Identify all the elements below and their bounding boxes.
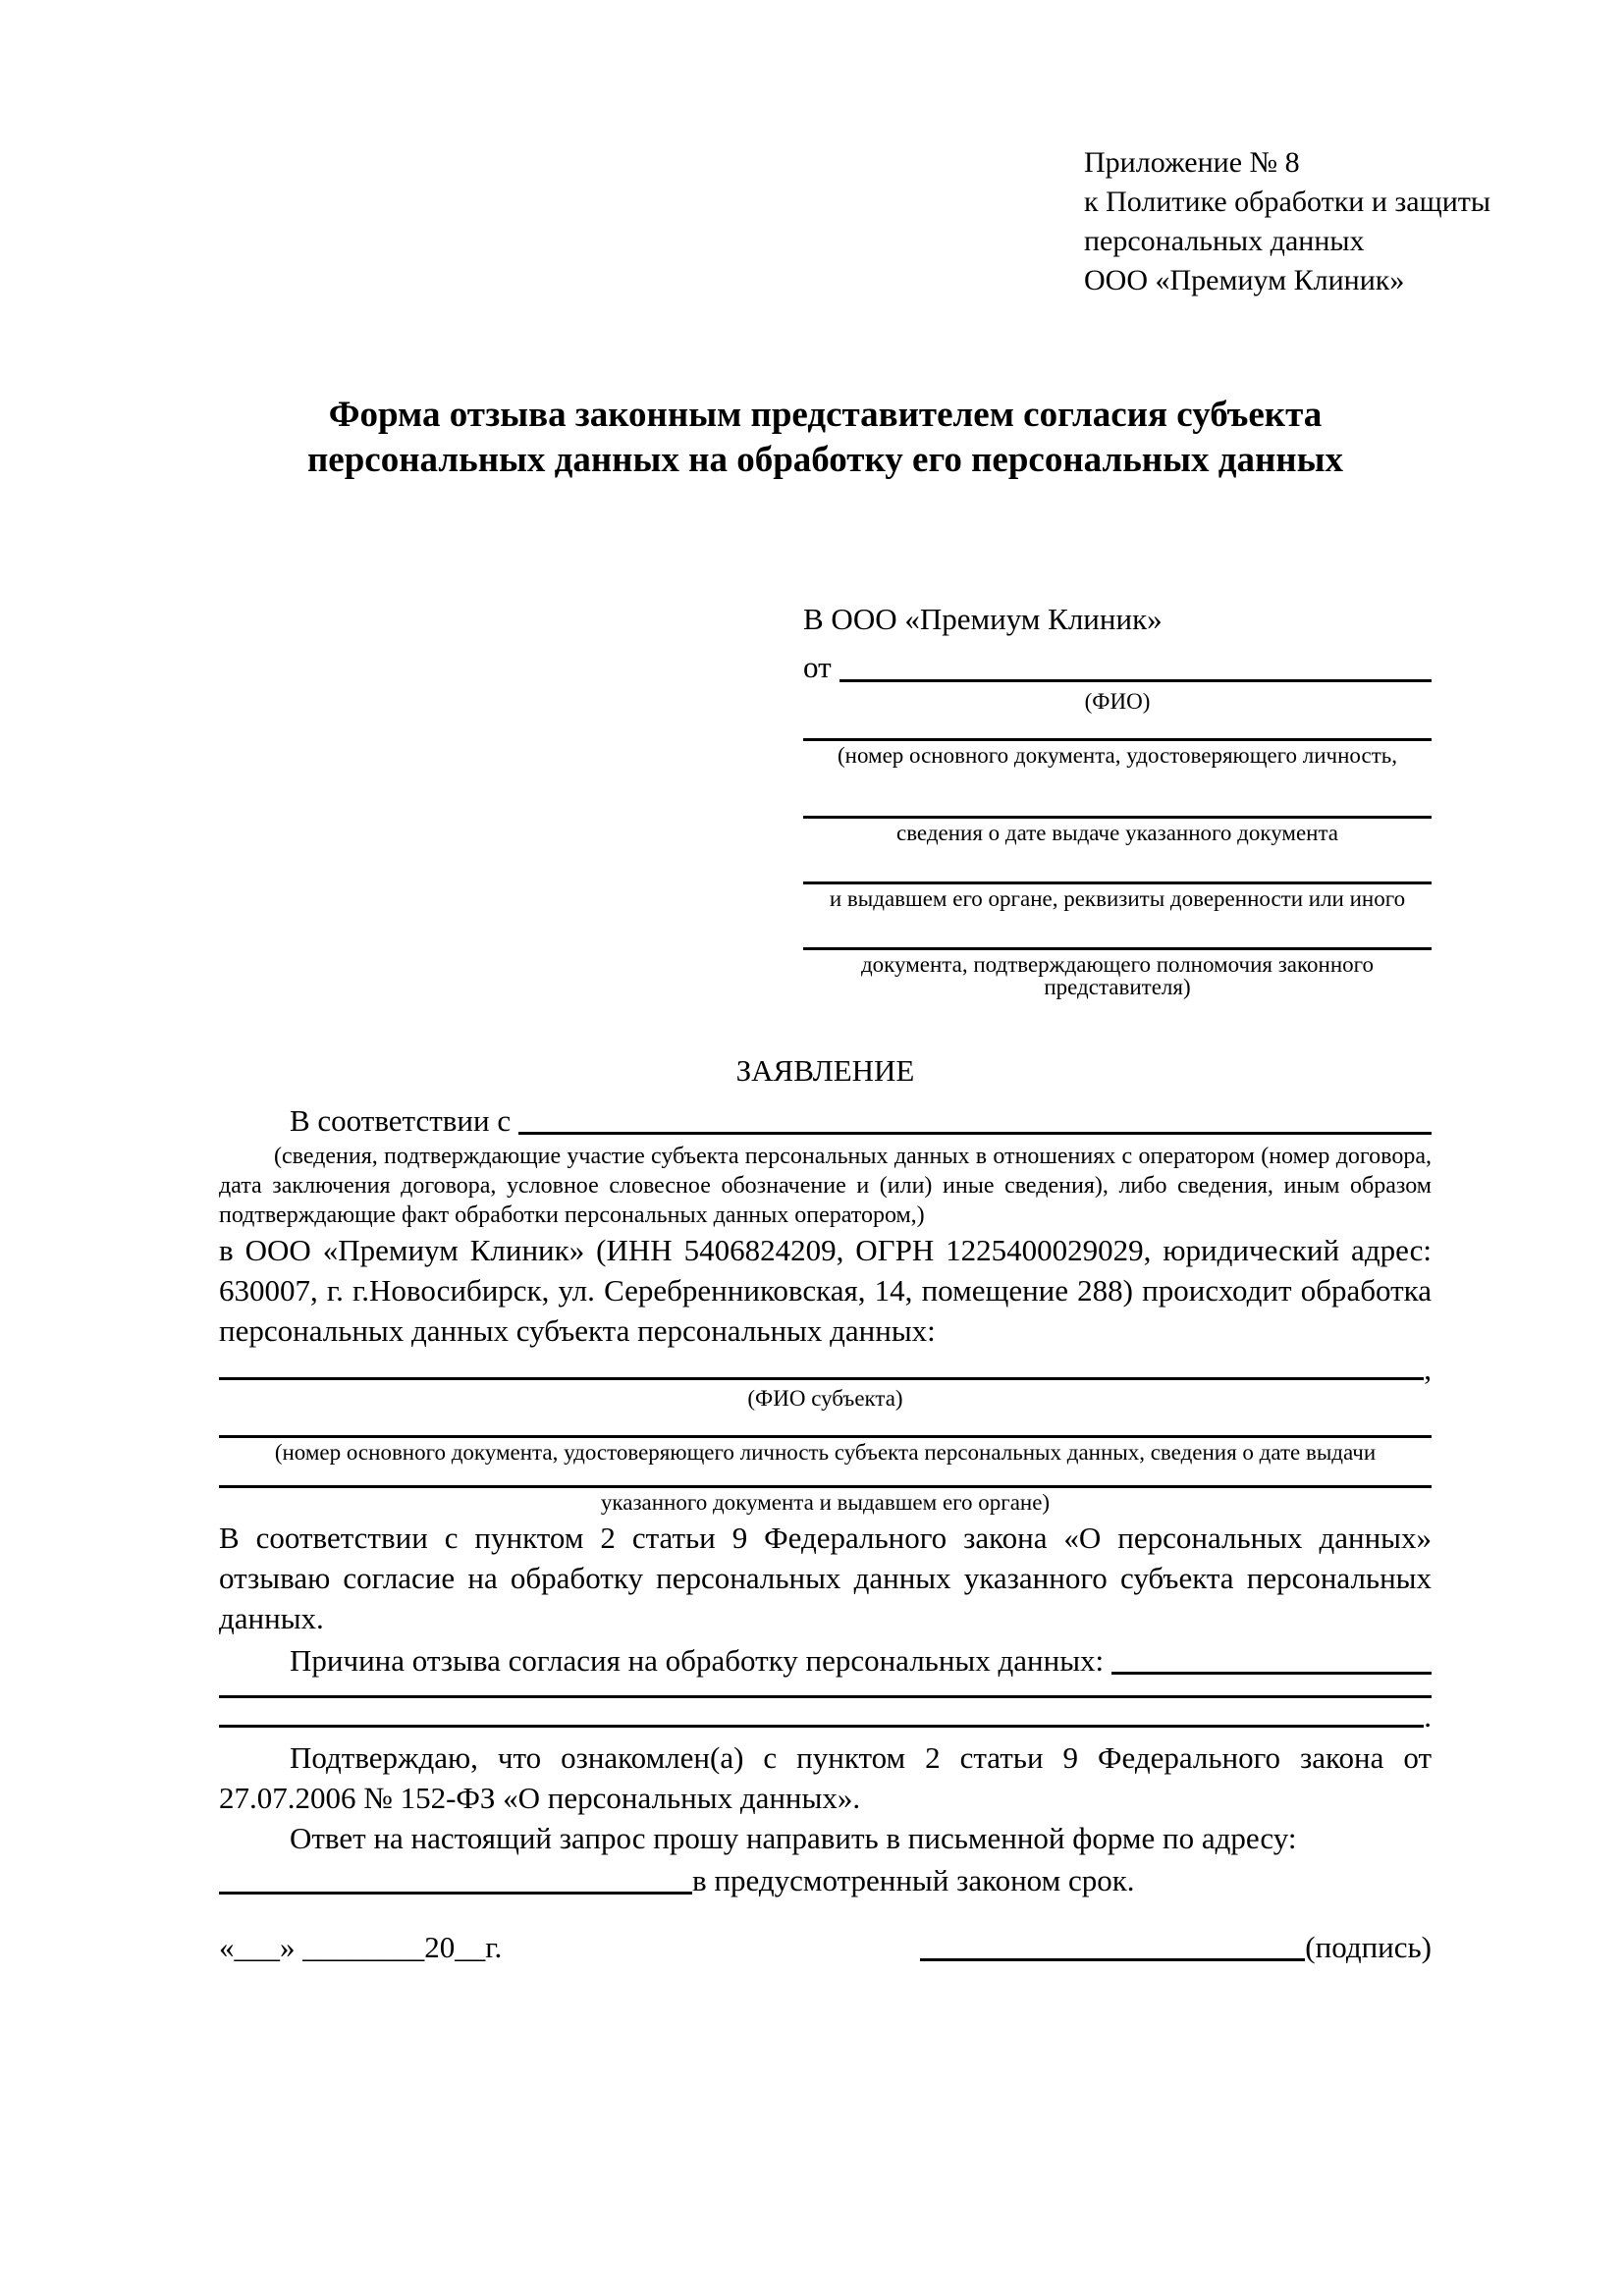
document-title: [219, 393, 1432, 483]
from-label: от: [803, 650, 832, 684]
statement-heading: ЗАЯВЛЕНИЕ: [735, 1053, 915, 1088]
annex-header-line: ООО «Премиум Клиник»: [1084, 264, 1405, 296]
annex-header-line: Приложение № 8: [1084, 146, 1300, 179]
annex-header: [1084, 143, 1490, 300]
issuing-authority-field-line[interactable]: [803, 881, 1432, 884]
from-row: [803, 644, 1432, 687]
trailing-period: .: [1424, 1699, 1432, 1734]
fio-caption: (ФИО): [1084, 689, 1151, 714]
footer-row: [219, 1925, 1432, 1966]
document-issue-date-caption: сведения о дате выдаче указанного документа: [895, 821, 1339, 845]
confirmation-paragraph: Подтверждаю, что ознакомлен(а) с пунктом 2 статьи 9 Федерального закона от 27.07.2006 № 152-ФЗ «О персональных данных».: [219, 1740, 1432, 1815]
reason-continuation-line-2[interactable]: [219, 1725, 1424, 1728]
date-field[interactable]: «___» ________20__г.: [219, 1930, 503, 1964]
authority-document-field-line[interactable]: [803, 947, 1432, 950]
signature-caption: (подпись): [1305, 1930, 1432, 1964]
reply-paragraph: Ответ на настоящий запрос прошу направить в письменной форме по адресу:: [290, 1821, 1297, 1855]
reply-address-row: [219, 1858, 1432, 1899]
reason-continuation-row-2: [219, 1698, 1432, 1732]
subject-fio-row: [219, 1351, 1432, 1384]
subject-fio-field-line[interactable]: [219, 1377, 1424, 1380]
applicant-document-field-line[interactable]: [803, 738, 1432, 741]
reply-address-field-line[interactable]: [219, 1892, 692, 1895]
recipient-organization: В ООО «Премиум Клиник»: [803, 602, 1163, 636]
document-title-line: персональных данных на обработку его персональных данных: [306, 440, 1343, 480]
withdrawal-paragraph: В соответствии с пунктом 2 статьи 9 Федерального закона «О персональных данных» отзываю согласие на обработку персональных данных указанного субъекта персональных данных.: [219, 1521, 1432, 1635]
authority-document-caption: документа, подтверждающего полномочия законного представителя): [860, 952, 1374, 999]
intro-row: [219, 1098, 1432, 1140]
document-body: [219, 393, 1432, 1966]
subject-document-issuer-field-line[interactable]: [219, 1485, 1432, 1488]
intro-label: В соответствии с: [290, 1103, 512, 1138]
relation-details-field-line[interactable]: [518, 1132, 1432, 1135]
subject-fio-caption: (ФИО субъекта): [747, 1386, 903, 1411]
applicant-document-caption: (номер основного документа, удостоверяющего личность,: [837, 743, 1397, 768]
trailing-comma: ,: [1424, 1352, 1432, 1386]
document-title-line: Форма отзыва законным представителем согласия субъекта: [328, 395, 1323, 435]
reason-field-line[interactable]: [1111, 1672, 1432, 1675]
subject-document-field-line[interactable]: [219, 1435, 1432, 1438]
annex-header-line: к Политике обработки и защиты: [1084, 186, 1491, 218]
signature-field-line[interactable]: [920, 1958, 1305, 1961]
subject-document-caption-bottom: указанного документа и выдавшем его органе): [600, 1490, 1051, 1515]
reason-row: [219, 1638, 1432, 1680]
document-issue-date-field-line[interactable]: [803, 816, 1432, 819]
signature-group: [920, 1929, 1432, 1966]
reason-label: Причина отзыва согласия на обработку персональных данных:: [290, 1643, 1105, 1678]
relation-details-note: (сведения, подтверждающие участие субъекта персональных данных в отношениях с оператором (номер договора, дата заключения договора, условное словесное обозначение и (или) иные сведения), либо сведения, иным образом подтверждающие факт обработки персональных данных оператором,): [219, 1144, 1432, 1228]
operator-paragraph: в ООО «Премиум Клиник» (ИНН 5406824209, ОГРН 1225400029029, юридический адрес: 630007, г. г.Новосибирск, ул. Серебренниковская, 14, помещение 288) происходит обработка персональных данных субъекта персональных данных:: [219, 1233, 1432, 1348]
applicant-fio-field-line[interactable]: [839, 679, 1432, 682]
subject-document-caption-top: (номер основного документа, удостоверяющего личность субъекта персональных данных, сведения о дате выдачи: [274, 1440, 1377, 1465]
reply-tail-text: в предусмотренный законом срок.: [692, 1863, 1135, 1897]
annex-header-line: персональных данных: [1084, 225, 1365, 257]
recipient-block: [803, 599, 1432, 998]
issuing-authority-caption: и выдавшем его органе, реквизиты доверенности или иного: [829, 886, 1406, 911]
